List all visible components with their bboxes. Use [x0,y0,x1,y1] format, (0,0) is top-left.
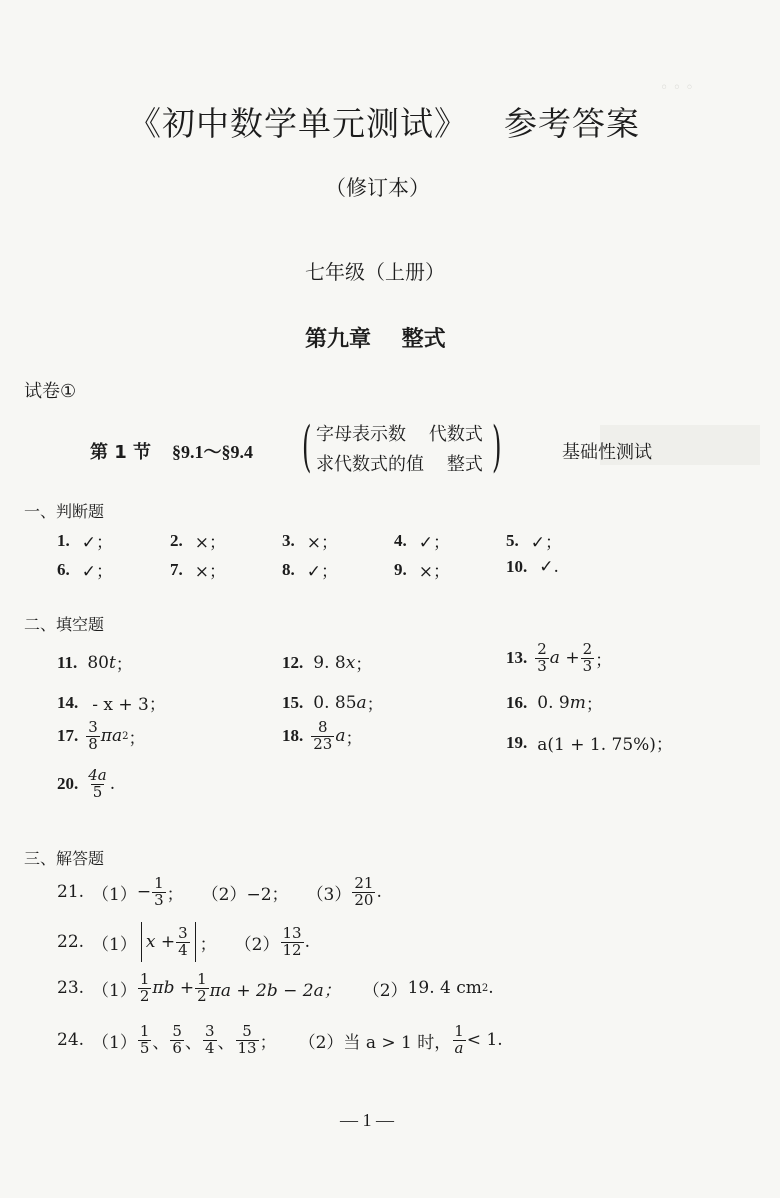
tf-item: 6. ✓； [57,559,113,582]
fill-item-14: 14. - x + 3； [57,692,166,715]
fill-item-20: 20. $\frac{4a}{5}$ . [57,766,116,801]
tf-item: 1. ✓； [57,530,113,553]
topic-line-2: 求代数式的值 整式 [316,454,483,475]
answer-item-22: 22. （1） x + $\frac{3}{4}$ ； （2） $\frac{13}{12}$ . [57,922,310,962]
abs-bar-right [195,922,196,962]
part3-heading: 三、解答题 [24,849,105,868]
fill-item-18: 18. $\frac{8}{23}$ a ； [282,718,363,753]
left-paren: ( [302,415,312,478]
bleed-text: ◦ ◦ ◦ [660,80,694,96]
chapter-title: 第九章 整式 [305,327,446,352]
section-number: 第 1 节 [90,442,152,463]
topic-line-1: 字母表示数 代数式 [316,424,483,445]
page-title: 《初中数学单元测试》 参考答案 [128,104,640,143]
fill-item-15: 15. 0. 85 a ； [282,692,384,715]
fill-item-11: 11. 80 t ； [57,652,133,675]
edition-label: （修订本） [325,176,430,200]
answer-item-23: 23. （1） $\frac{1}{2}$ πb + $\frac{1}{2}$ πa + 2b − 2a； （2） 19. 4 cm 2 . [57,970,494,1005]
tf-item: 4. ✓； [394,530,450,553]
page-number: — 1 — [340,1110,394,1130]
topic-box [302,416,502,478]
right-paren: ) [492,415,502,478]
grade-label: 七年级（上册） [305,260,445,284]
paper-label: 试卷① [24,381,77,402]
fill-item-19: 19. a(1 + 1. 75%)； [506,732,673,755]
tf-item: 3. ×； [282,530,338,553]
tf-item: 10. ✓. [506,557,559,577]
section-range: §9.1～§9.4 [172,442,253,462]
tf-item: 7. ×； [170,559,226,582]
fill-item-17: 17. $\frac{3}{8}$ πa 2 ； [57,718,146,753]
fill-item-16: 16. 0. 9 m ； [506,692,603,715]
abs-bar-left [141,922,142,962]
test-type: 基础性测试 [562,442,652,463]
tf-item: 5. ✓； [506,530,562,553]
fill-item-13: 13. $\frac{2}{3}$ a + $\frac{2}{3}$ ； [506,640,613,675]
part1-heading: 一、判断题 [24,502,105,521]
tf-item: 9. ×； [394,559,450,582]
tf-item: 8. ✓； [282,559,338,582]
answer-item-24: 24. （1） $\frac{1}{5}$ 、 $\frac{5}{6}$ 、 $\frac{3}{4}$ 、 $\frac{5}{13}$ ； （2）当 a > 1 时， $\frac{1}{a}$ < 1. [57,1022,503,1057]
fill-item-12: 12. 9. 8 x ； [282,652,373,675]
answer-item-21: 21. （1） − $\frac{1}{3}$ ； （2） −2； （3） $\frac{21}{20}$ . [57,874,382,909]
tf-item: 2. ×； [170,530,226,553]
part2-heading: 二、填空题 [24,615,105,634]
